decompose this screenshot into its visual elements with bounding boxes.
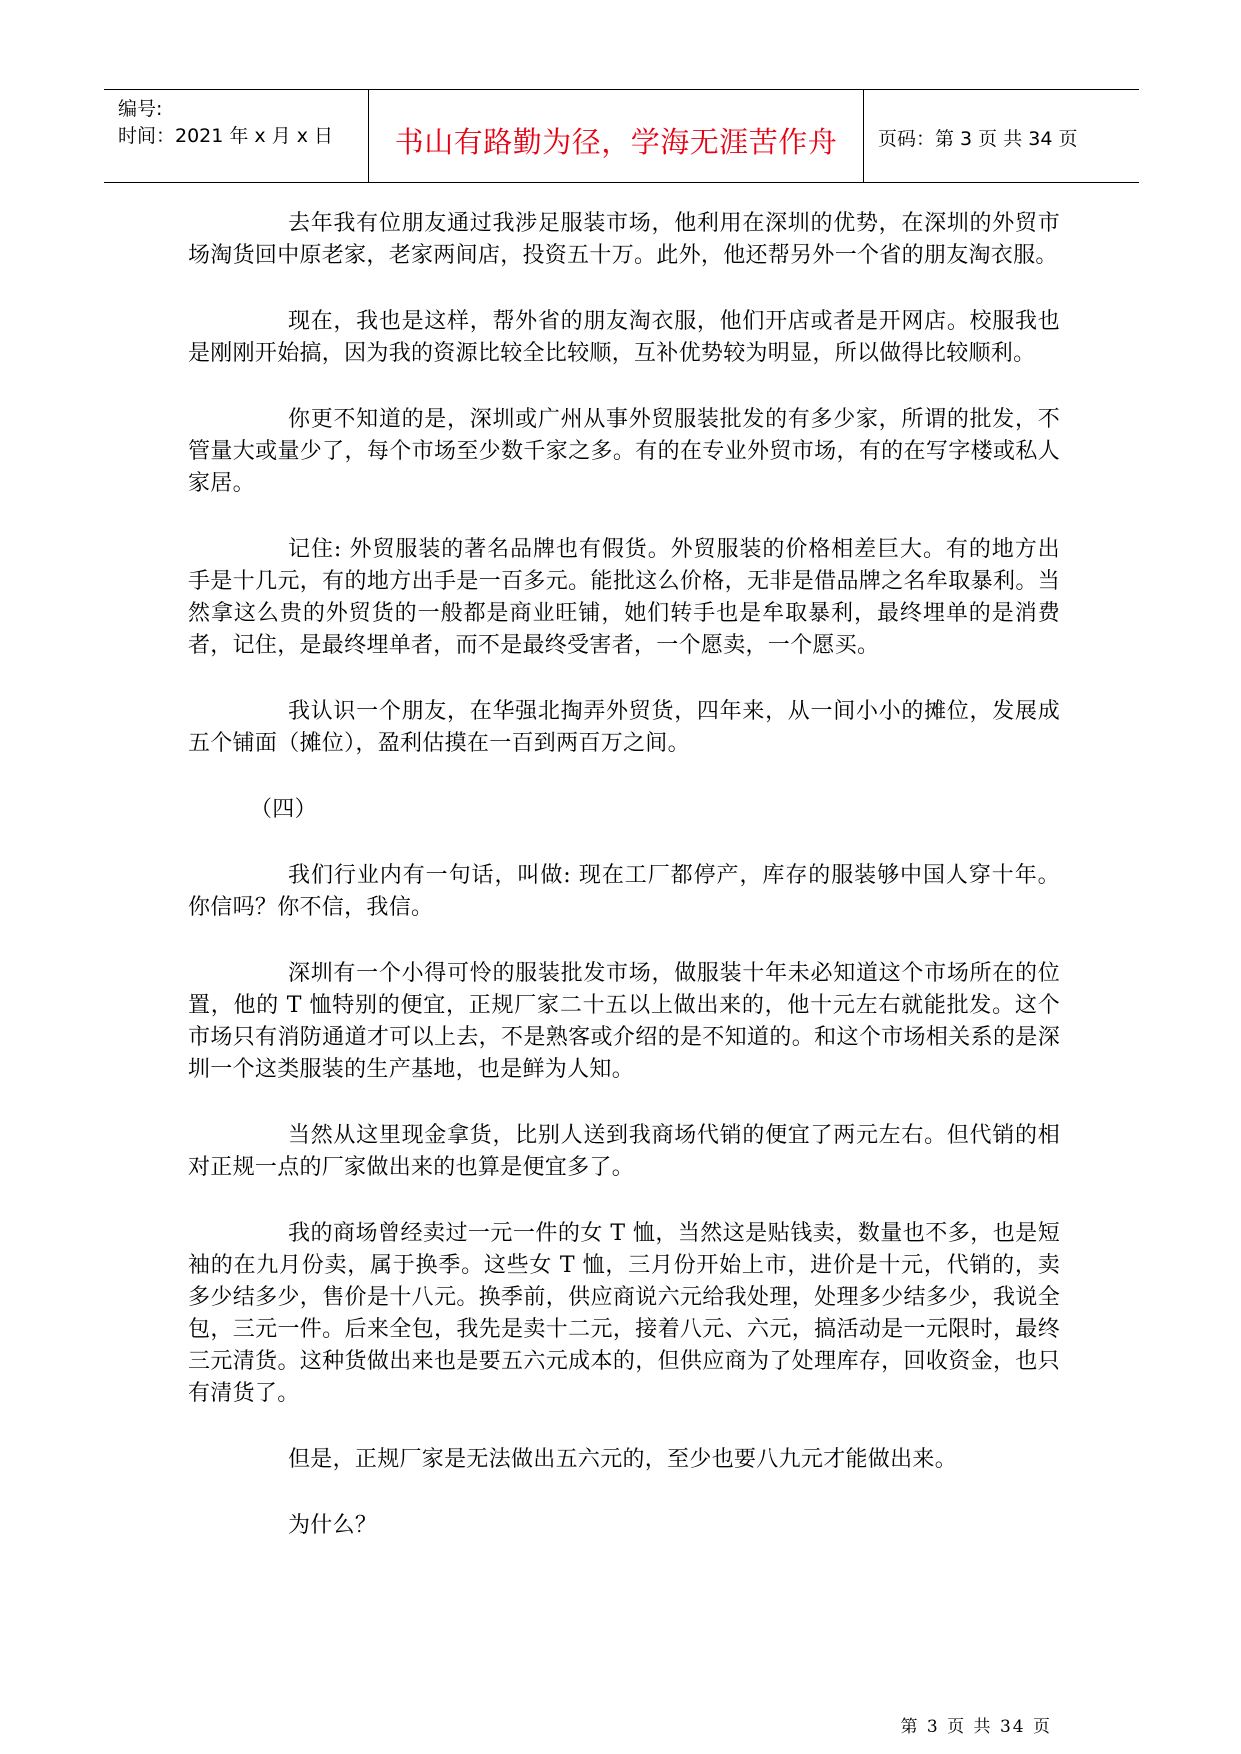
paragraph: 记住: 外贸服装的著名品牌也有假货。外贸服装的价格相差巨大。有的地方出手是十几元，有的地方出手是一百多元。能批这么价格，无非是借品牌之名牟取暴利。当然拿这么贵的外贸货的一般都是商业旺铺，她们转手也是牟取暴利，最终埋单的是消费者，记住，是最终埋单者，而不是最终受害者，一个愿卖，一个愿买。: [188, 537, 1060, 658]
footer-page-number: 第 3 页 共 34 页: [900, 1717, 1052, 1737]
paragraph: 我们行业内有一句话，叫做: 现在工厂都停产，库存的服装够中国人穿十年。你信吗？你不信，我信。: [188, 863, 1060, 920]
document-header: [104, 89, 1139, 183]
paragraph: 当然从这里现金拿货，比别人送到我商场代销的便宜了两元左右。但代销的相对正规一点的厂家做出来的也算是便宜多了。: [188, 1123, 1060, 1180]
serial-number-label: 编号:: [118, 98, 163, 120]
paragraph: 我的商场曾经卖过一元一件的女 T 恤，当然这是贴钱卖，数量也不多，也是短袖的在九月份卖，属于换季。这些女 T 恤，三月份开始上市，进价是十元，代销的，卖多少结多少，售价是十八元。换季前，供应商说六元给我处理，处理多少结多少，我说全包，三元一件。后来全包，我先是卖十二元，接着八元、六元，搞活动是一元限时，最终三元清货。这种货做出来也是要五六元成本的，但供应商为了处理库存，回收资金，也只有清货了。: [188, 1221, 1060, 1406]
paragraph: 但是，正规厂家是无法做出五六元的，至少也要八九元才能做出来。: [288, 1447, 958, 1472]
date-label: 时间：2021 年 x 月 x 日: [118, 125, 334, 147]
paragraph: 为什么？: [288, 1513, 378, 1538]
paragraph: 去年我有位朋友通过我涉足服装市场，他利用在深圳的优势，在深圳的外贸市场淘货回中原老家，老家两间店，投资五十万。此外，他还帮另外一个省的朋友淘衣服。: [188, 211, 1060, 268]
section-heading: （四）: [250, 797, 317, 822]
paragraph: 现在，我也是这样，帮外省的朋友淘衣服，他们开店或者是开网店。校服我也是刚刚开始搞，因为我的资源比较全比较顺，互补优势较为明显，所以做得比较顺利。: [188, 309, 1060, 366]
paragraph: 深圳有一个小得可怜的服装批发市场，做服装十年未必知道这个市场所在的位置，他的 T 恤特别的便宜，正规厂家二十五以上做出来的，他十元左右就能批发。这个市场只有消防通道才可以上去，不是熟客或介绍的是不知道的。和这个市场相关系的是深圳一个这类服装的生产基地，也是鲜为人知。: [188, 961, 1060, 1082]
paragraph: 你更不知道的是，深圳或广州从事外贸服装批发的有多少家，所谓的批发，不管量大或量少了，每个市场至少数千家之多。有的在专业外贸市场，有的在写字楼或私人家居。: [188, 407, 1060, 496]
document-body: [188, 208, 1060, 1576]
header-meta-cell: [104, 90, 368, 182]
paragraph: 我认识一个朋友，在华强北掏弄外贸货，四年来，从一间小小的摊位，发展成五个铺面（摊位），盈利估摸在一百到两百万之间。: [188, 699, 1060, 756]
motto-text: 书山有路勤为径，学海无涯苦作舟: [394, 125, 838, 159]
header-page-cell: [864, 90, 1139, 182]
header-motto-cell: [368, 90, 864, 182]
header-page-number: 页码：第 3 页 共 34 页: [878, 128, 1078, 150]
